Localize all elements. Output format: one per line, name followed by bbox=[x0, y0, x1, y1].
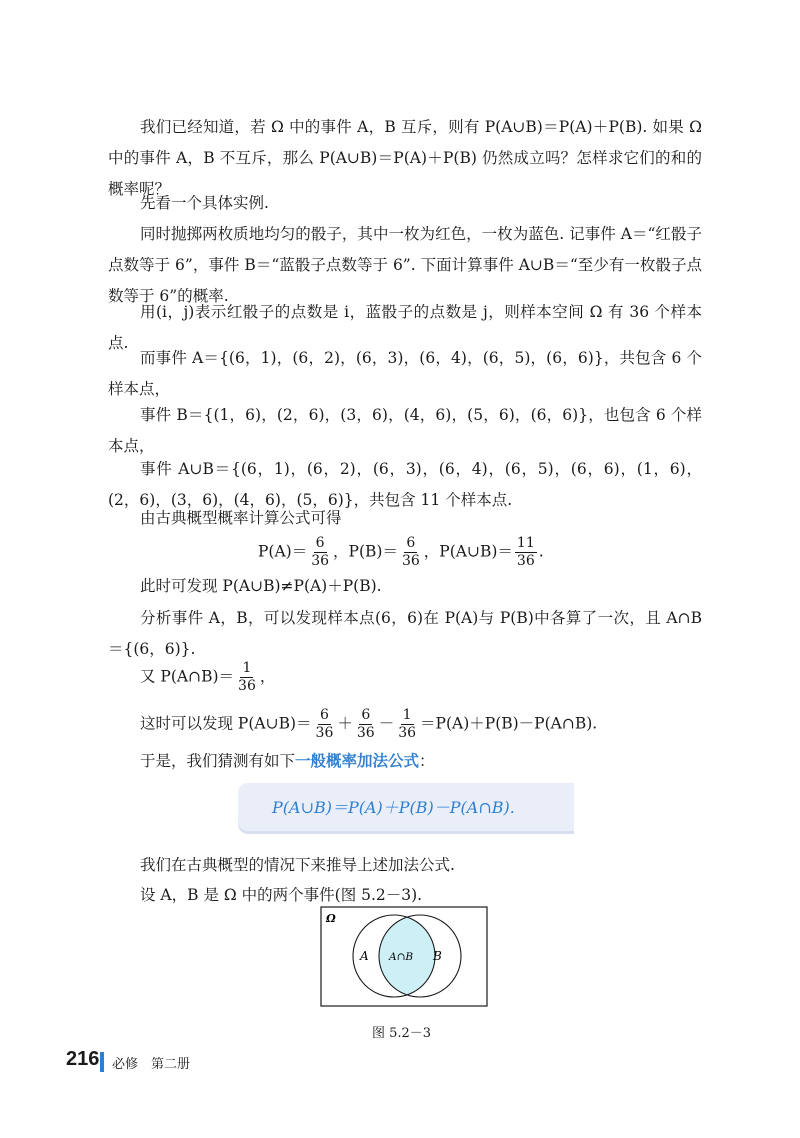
paragraph-intro: 我们已经知道，若 Ω 中的事件 A，B 互斥，则有 P(A∪B)＝P(A)＋P(B). 如果 Ω 中的事件 A，B 不互斥，那么 P(A∪B)＝P(A)＋P(B) 仍然成立吗？怎样求它们的和的概率呢？ bbox=[108, 118, 702, 198]
paragraph-event-a: 而事件 A＝{(6，1)，(6，2)，(6，3)，(6，4)，(6，5)，(6，6)}，共包含 6 个样本点， bbox=[108, 349, 702, 398]
set-a-label: A bbox=[360, 949, 369, 963]
paragraph-conjecture: 于是，我们猜测有如下一般概率加法公式： bbox=[140, 752, 435, 770]
paragraph-event-union: 事件 A∪B＝{(6，1)，(6，2)，(6，3)，(6，4)，(6，5)，(6，6)，(1，6)，(2，6)，(3，6)，(4，6)，(5，6)}，共包含 11 个样本点. bbox=[108, 460, 702, 509]
paragraph-classical-formula: 由古典概型概率计算公式可得 bbox=[140, 509, 342, 527]
paragraph-inequality: 此时可发现 P(A∪B)≠P(A)＋P(B). bbox=[140, 577, 382, 595]
general-addition-formula: P(A∪B)＝P(A)＋P(B)－P(A∩B). bbox=[272, 798, 515, 817]
set-b-label: B bbox=[433, 949, 442, 963]
footer-divider bbox=[100, 1052, 104, 1072]
venn-diagram bbox=[320, 906, 490, 1008]
paragraph-figure-ref: 设 A，B 是 Ω 中的两个事件(图 5.2－3). bbox=[140, 886, 423, 904]
intersection-label: A∩B bbox=[389, 951, 414, 963]
paragraph-analysis: 分析事件 A，B，可以发现样本点(6，6)在 P(A)与 P(B)中各算了一次，且 A∩B＝{(6，6)}. bbox=[108, 609, 702, 658]
paragraph-event-b: 事件 B＝{(1，6)，(2，6)，(3，6)，(4，6)，(5，6)，(6，6)}，也包含 6 个样本点， bbox=[108, 406, 702, 455]
term-general-addition-formula: 一般概率加法公式 bbox=[295, 752, 420, 770]
omega-label: Ω bbox=[326, 912, 336, 925]
equation-verification: 这时可以发现 P(A∪B)＝ $\frac{6}{36}$ ＋ $\frac{6}{36}$ － $\frac{1}{36}$ ＝P(A)＋P(B)－P(A∩B). bbox=[140, 707, 598, 741]
book-title: 必修 第二册 bbox=[112, 1057, 191, 1072]
paragraph-dice: 同时抛掷两枚质地均匀的骰子，其中一枚为红色，一枚为蓝色. 记事件 A＝“红骰子点数等于 6”，事件 B＝“蓝骰子点数等于 6”. 下面计算事件 A∪B＝“至少有一枚骰子点数等于 6”的概率. bbox=[108, 225, 702, 305]
page-number: 216 bbox=[66, 1048, 100, 1070]
equation-probabilities: P(A)＝ $\frac{6}{36}$ ，P(B)＝ $\frac{6}{36}$ ，P(A∪B)＝ $\frac{11}{36}$ . bbox=[258, 535, 544, 569]
figure-caption: 图 5.2－3 bbox=[372, 1026, 432, 1041]
equation-intersection: 又 P(A∩B)＝ $\frac{1}{36}$ ， bbox=[140, 660, 276, 694]
paragraph-sample-space: 用(i，j)表示红骰子的点数是 i，蓝骰子的点数是 j，则样本空间 Ω 有 36 个样本点. bbox=[108, 303, 702, 352]
paragraph-derivation: 我们在古典概型的情况下来推导上述加法公式. bbox=[140, 856, 455, 874]
paragraph-example-lead: 先看一个具体实例. bbox=[140, 194, 269, 212]
